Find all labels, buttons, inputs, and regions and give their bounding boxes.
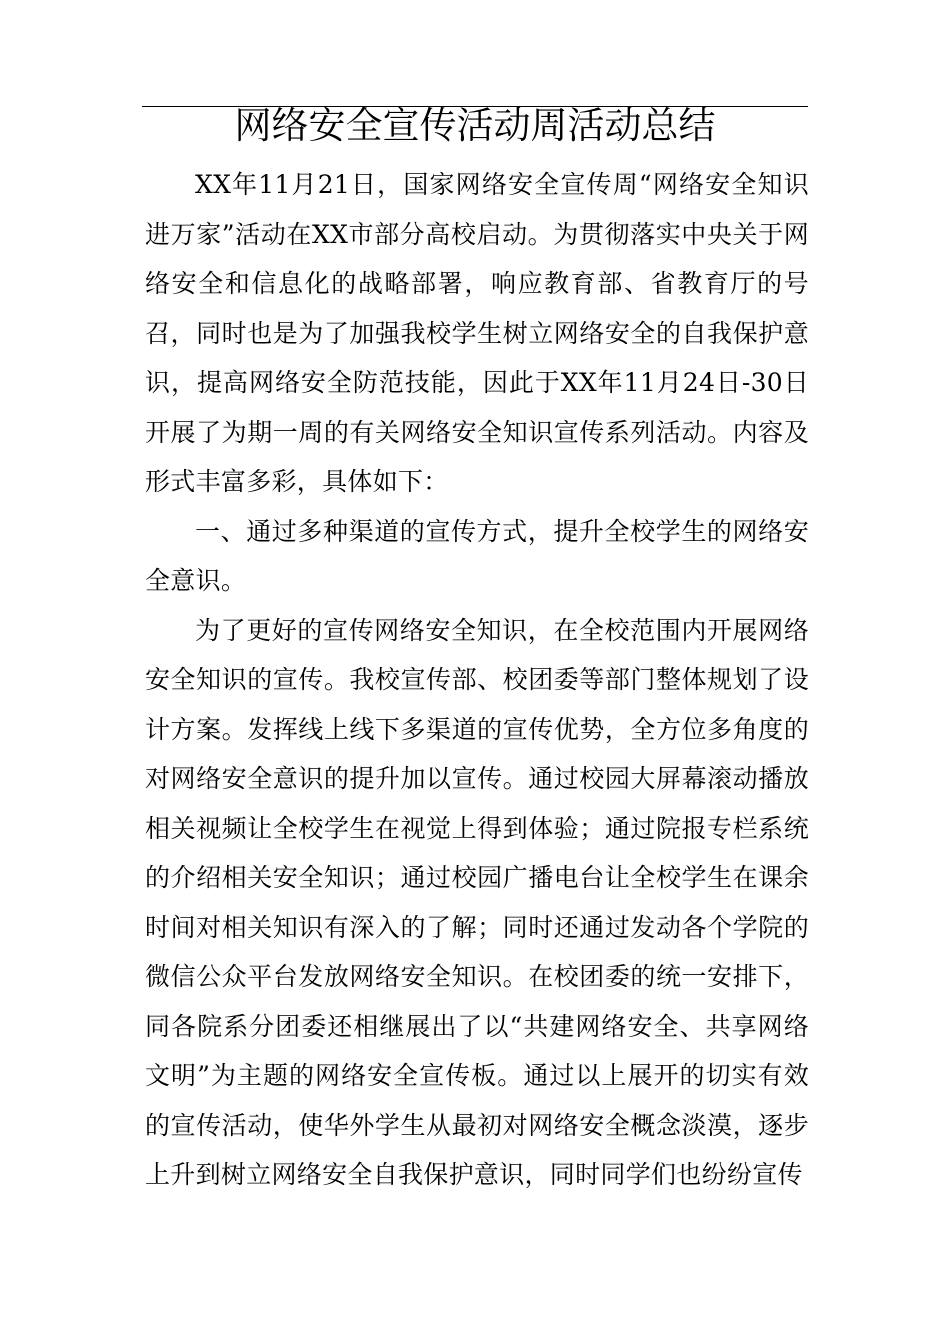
body-paragraph-intro: XX年11月21日，国家网络安全宣传周“网络安全知识进万家”活动在XX市部分高校启动。为贯彻落实中央关于网络安全和信息化的战略部署，响应教育部、省教育厅的号召，同时也是为了加强我校学生树立网络安全的自我保护意识，提高网络安全防范技能，因此于XX年11月24日-30日开展了为期一周的有关网络安全知识宣传系列活动。内容及形式丰富多彩，具体如下： (145, 170, 809, 496)
body-paragraph-section-1: 为了更好的宣传网络安全知识，在全校范围内开展网络安全知识的宣传。我校宣传部、校团委等部门整体规划了设计方案。发挥线上线下多渠道的宣传优势，全方位多角度的对网络安全意识的提升加以宣传。通过校园大屏幕滚动播放相关视频让全校学生在视觉上得到体验；通过院报专栏系统的介绍相关安全知识；通过校园广播电台让全校学生在课余时间对相关知识有深入的了解；同时还通过发动各个学院的微信公众平台发放网络安全知识。在校团委的统一安排下，同各院系分团委还相继展出了以“共建网络安全、共享网络文明”为主题的网络安全宣传板。通过以上展开的切实有效的宣传活动，使华外学生从最初对网络安全概念淡漠，逐步上升到树立网络安全自我保护意识，同时同学们也纷纷宣传 (145, 615, 809, 1189)
document-body (145, 160, 809, 1200)
section-heading-1: 一、通过多种渠道的宣传方式，提升全校学生的网络安全意识。 (145, 516, 809, 595)
document-title: 网络安全宣传活动周活动总结 (234, 104, 716, 147)
